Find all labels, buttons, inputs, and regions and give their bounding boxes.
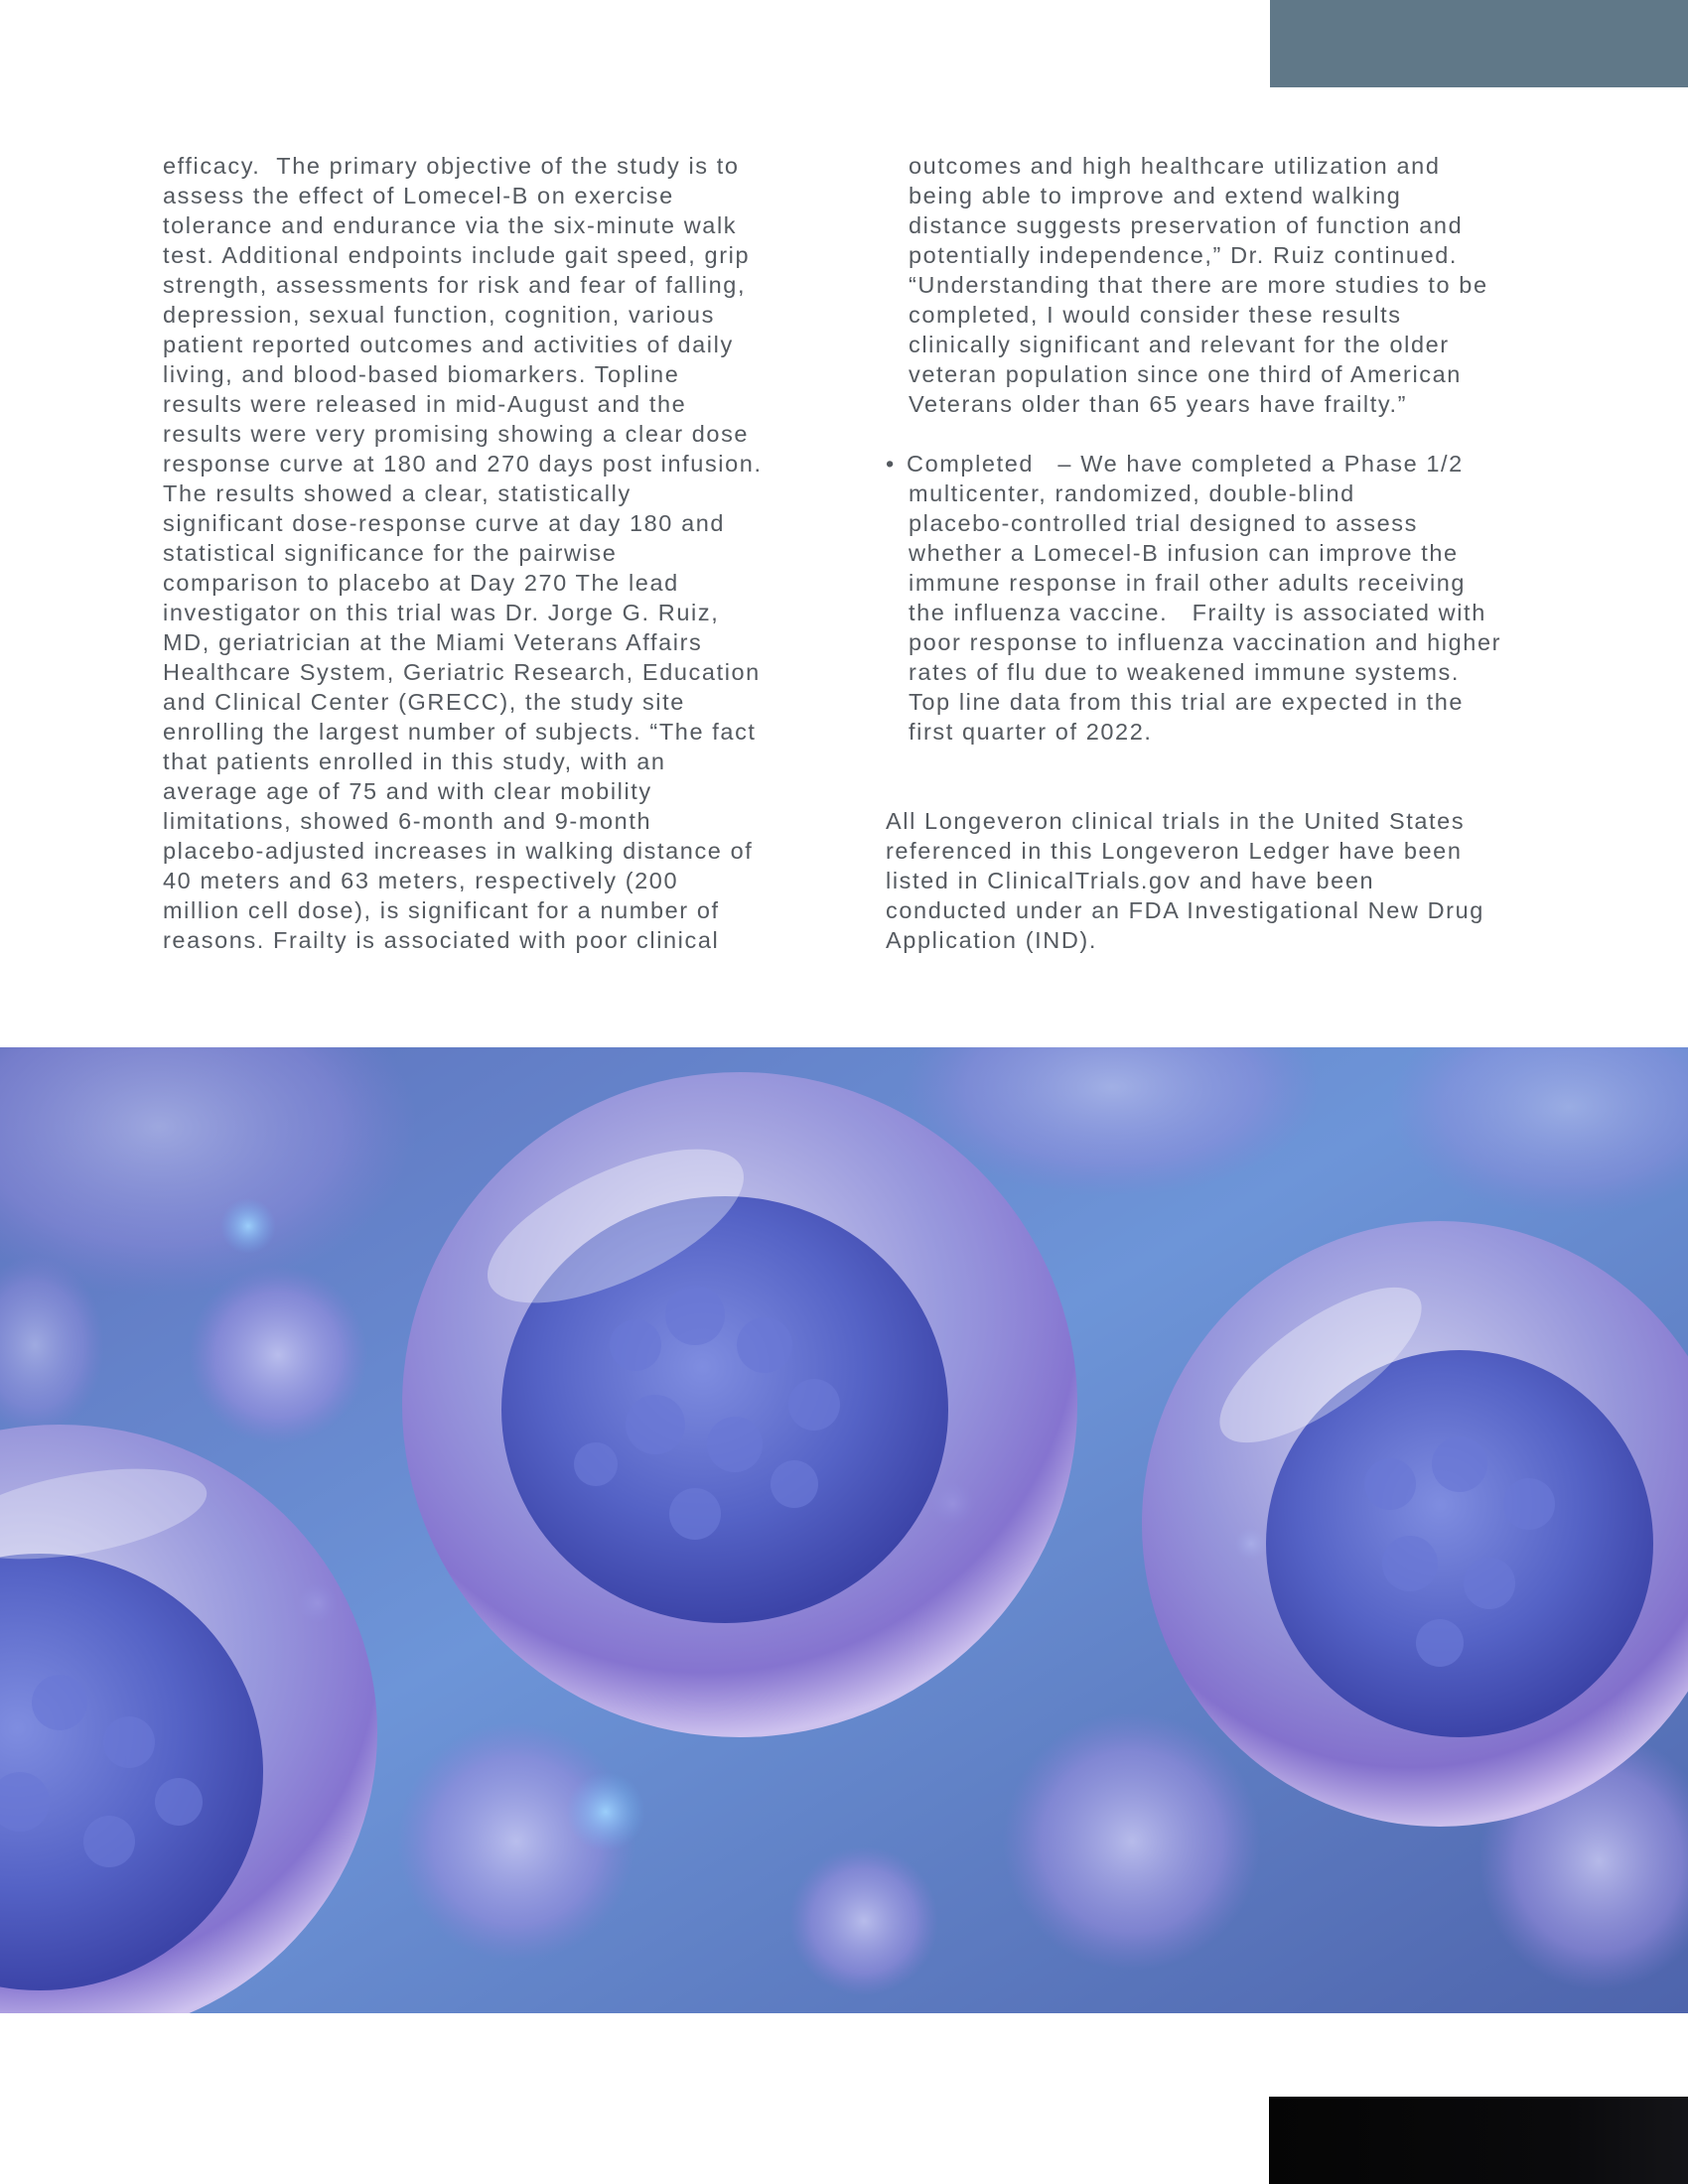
bullet-lead-text: Completed – We have completed a Phase 1/2 <box>907 451 1464 477</box>
left-column-line: average age of 75 and with clear mobility <box>163 778 652 804</box>
quote-continuation-line: Veterans older than 65 years have frailty.” <box>909 391 1408 417</box>
top-accent-bar <box>1270 0 1688 87</box>
left-column-line: 40 meters and 63 meters, respectively (200 <box>163 868 679 893</box>
left-column-line: strength, assessments for risk and fear of falling, <box>163 272 747 298</box>
left-column-line: investigator on this trial was Dr. Jorge G. Ruiz, <box>163 600 720 625</box>
quote-continuation-line: potentially independence,” Dr. Ruiz continued. <box>909 242 1459 268</box>
left-column-line: living, and blood-based biomarkers. Topline <box>163 361 680 387</box>
left-column-line: Healthcare System, Geriatric Research, Education <box>163 659 761 685</box>
closing-line: referenced in this Longeveron Ledger have been <box>886 838 1463 864</box>
left-column-line: million cell dose), is significant for a number of <box>163 897 720 923</box>
left-column-line: efficacy. The primary objective of the study is to <box>163 153 740 179</box>
bullet-body-line: immune response in frail other adults receiving <box>909 570 1467 596</box>
quote-continuation-line: completed, I would consider these results <box>909 302 1402 328</box>
left-column-line: tolerance and endurance via the six-minute walk <box>163 212 738 238</box>
quote-continuation-line: outcomes and high healthcare utilization and <box>909 153 1441 179</box>
left-column-line: that patients enrolled in this study, with an <box>163 749 666 774</box>
left-column-line: and Clinical Center (GRECC), the study site <box>163 689 685 715</box>
bullet-body-line: placebo-controlled trial designed to assess <box>909 510 1418 536</box>
bullet-body-line: first quarter of 2022. <box>909 719 1153 745</box>
closing-paragraph <box>886 806 1601 955</box>
left-column-line: MD, geriatrician at the Miami Veterans Affairs <box>163 629 703 655</box>
bullet-body-line: rates of flu due to weakened immune systems. <box>909 659 1460 685</box>
bullet-body-line: Top line data from this trial are expected in the <box>909 689 1465 715</box>
left-column-line: significant dose-response curve at day 180 and <box>163 510 726 536</box>
bullet-body-line: the influenza vaccine. Frailty is associated with <box>909 600 1486 625</box>
left-column-line: reasons. Frailty is associated with poor clinical <box>163 927 720 953</box>
right-text-column <box>886 151 1601 955</box>
bullet-body-line: multicenter, randomized, double-blind <box>909 480 1355 506</box>
stem-cells-image <box>0 1047 1688 2013</box>
left-column-line: assess the effect of Lomecel-B on exercise <box>163 183 674 208</box>
left-text-column <box>163 151 848 955</box>
bullet-marker: • <box>886 451 896 477</box>
left-column-line: comparison to placebo at Day 270 The lead <box>163 570 679 596</box>
closing-line: Application (IND). <box>886 927 1097 953</box>
bullet-body-line: whether a Lomecel-B infusion can improve the <box>909 540 1459 566</box>
left-column-line: results were very promising showing a clear dose <box>163 421 750 447</box>
cell-illustration <box>0 1047 1688 2013</box>
left-column-line: The results showed a clear, statistically <box>163 480 632 506</box>
bullet-body <box>886 478 1601 747</box>
closing-line: conducted under an FDA Investigational New Drug <box>886 897 1484 923</box>
left-column-line: response curve at 180 and 270 days post infusion. <box>163 451 763 477</box>
quote-continuation-line: distance suggests preservation of function and <box>909 212 1464 238</box>
left-column-line: limitations, showed 6-month and 9-month <box>163 808 652 834</box>
left-column-line: depression, sexual function, cognition, various <box>163 302 715 328</box>
closing-line: All Longeveron clinical trials in the United States <box>886 808 1466 834</box>
bottom-accent-bar <box>1269 2097 1688 2184</box>
bullet-first-line <box>886 449 1601 478</box>
quote-continuation-line: clinically significant and relevant for the older <box>909 332 1450 357</box>
quote-continuation-line: “Understanding that there are more studies to be <box>909 272 1488 298</box>
quote-continuation-line: veteran population since one third of American <box>909 361 1462 387</box>
left-column-line: test. Additional endpoints include gait speed, grip <box>163 242 751 268</box>
left-column-line: placebo-adjusted increases in walking distance of <box>163 838 754 864</box>
left-column-line: patient reported outcomes and activities of daily <box>163 332 734 357</box>
bullet-body-line: poor response to influenza vaccination and higher <box>909 629 1502 655</box>
quote-continuation <box>886 151 1601 419</box>
left-column-line: enrolling the largest number of subjects. “The fact <box>163 719 757 745</box>
completed-trial-bullet <box>886 449 1601 747</box>
closing-line: listed in ClinicalTrials.gov and have been <box>886 868 1375 893</box>
left-column-line: statistical significance for the pairwise <box>163 540 618 566</box>
quote-continuation-line: being able to improve and extend walking <box>909 183 1402 208</box>
left-column-line: results were released in mid-August and the <box>163 391 687 417</box>
